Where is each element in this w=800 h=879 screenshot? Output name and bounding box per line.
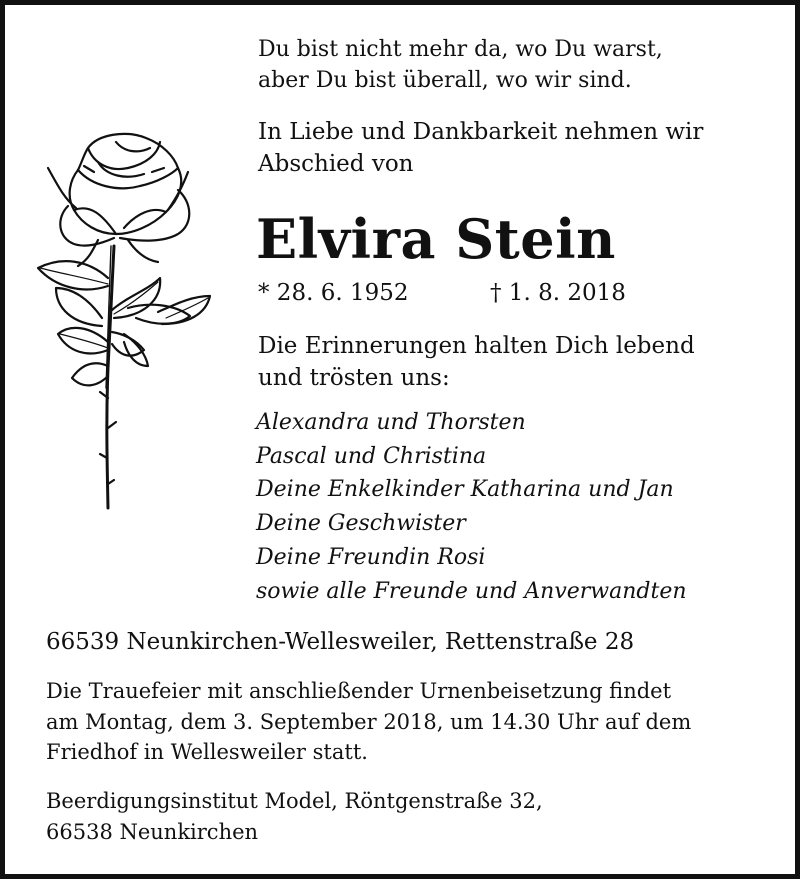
motto-line-1: Du bist nicht mehr da, wo Du warst, [258,37,663,62]
undertaker-line-2: 66538 Neunkirchen [46,819,259,844]
birth-date: * 28. 6. 1952 [258,280,409,306]
mourner-entry: Deine Geschwister [256,511,466,537]
mourner-entry: Alexandra und Thorsten [256,410,526,435]
mourner-entry: Deine Freundin Rosi [256,544,486,570]
memory-text [258,330,695,394]
mourner-entry: sowie alle Freunde und Anverwandten [256,578,687,604]
intro-line-1: In Liebe und Dankbarkeit nehmen wir [258,119,704,145]
undertaker-details [46,786,543,847]
mourner-entry: Deine Enkelkinder Katharina und Jan [256,477,674,503]
memory-line-2: und trösten uns: [258,365,450,391]
intro-text [258,116,703,180]
motto-line-2: aber Du bist überall, wo wir sind. [258,68,632,93]
death-date: † 1. 8. 2018 [490,280,626,306]
mourner-entry: Pascal und Christina [256,443,487,469]
service-details [46,676,691,768]
mourners-list [256,406,687,608]
family-address: 66539 Neunkirchen-Wellesweiler, Rettenstraße 28 [46,629,635,655]
intro-line-2: Abschied von [258,151,414,177]
motto-text [258,34,663,96]
deceased-name: Elvira Stein [256,207,616,271]
service-line-1: Die Trauefeier mit anschließender Urnenbeisetzung findet [46,679,672,703]
memory-line-1: Die Erinnerungen halten Dich lebend [258,333,695,359]
rose-icon [28,128,218,518]
service-line-2: am Montag, dem 3. September 2018, um 14.30 Uhr auf dem [46,709,692,734]
service-line-3: Friedhof in Wellesweiler statt. [46,740,368,764]
undertaker-line-1: Beerdigungsinstitut Model, Röntgenstraße 32, [46,789,543,813]
